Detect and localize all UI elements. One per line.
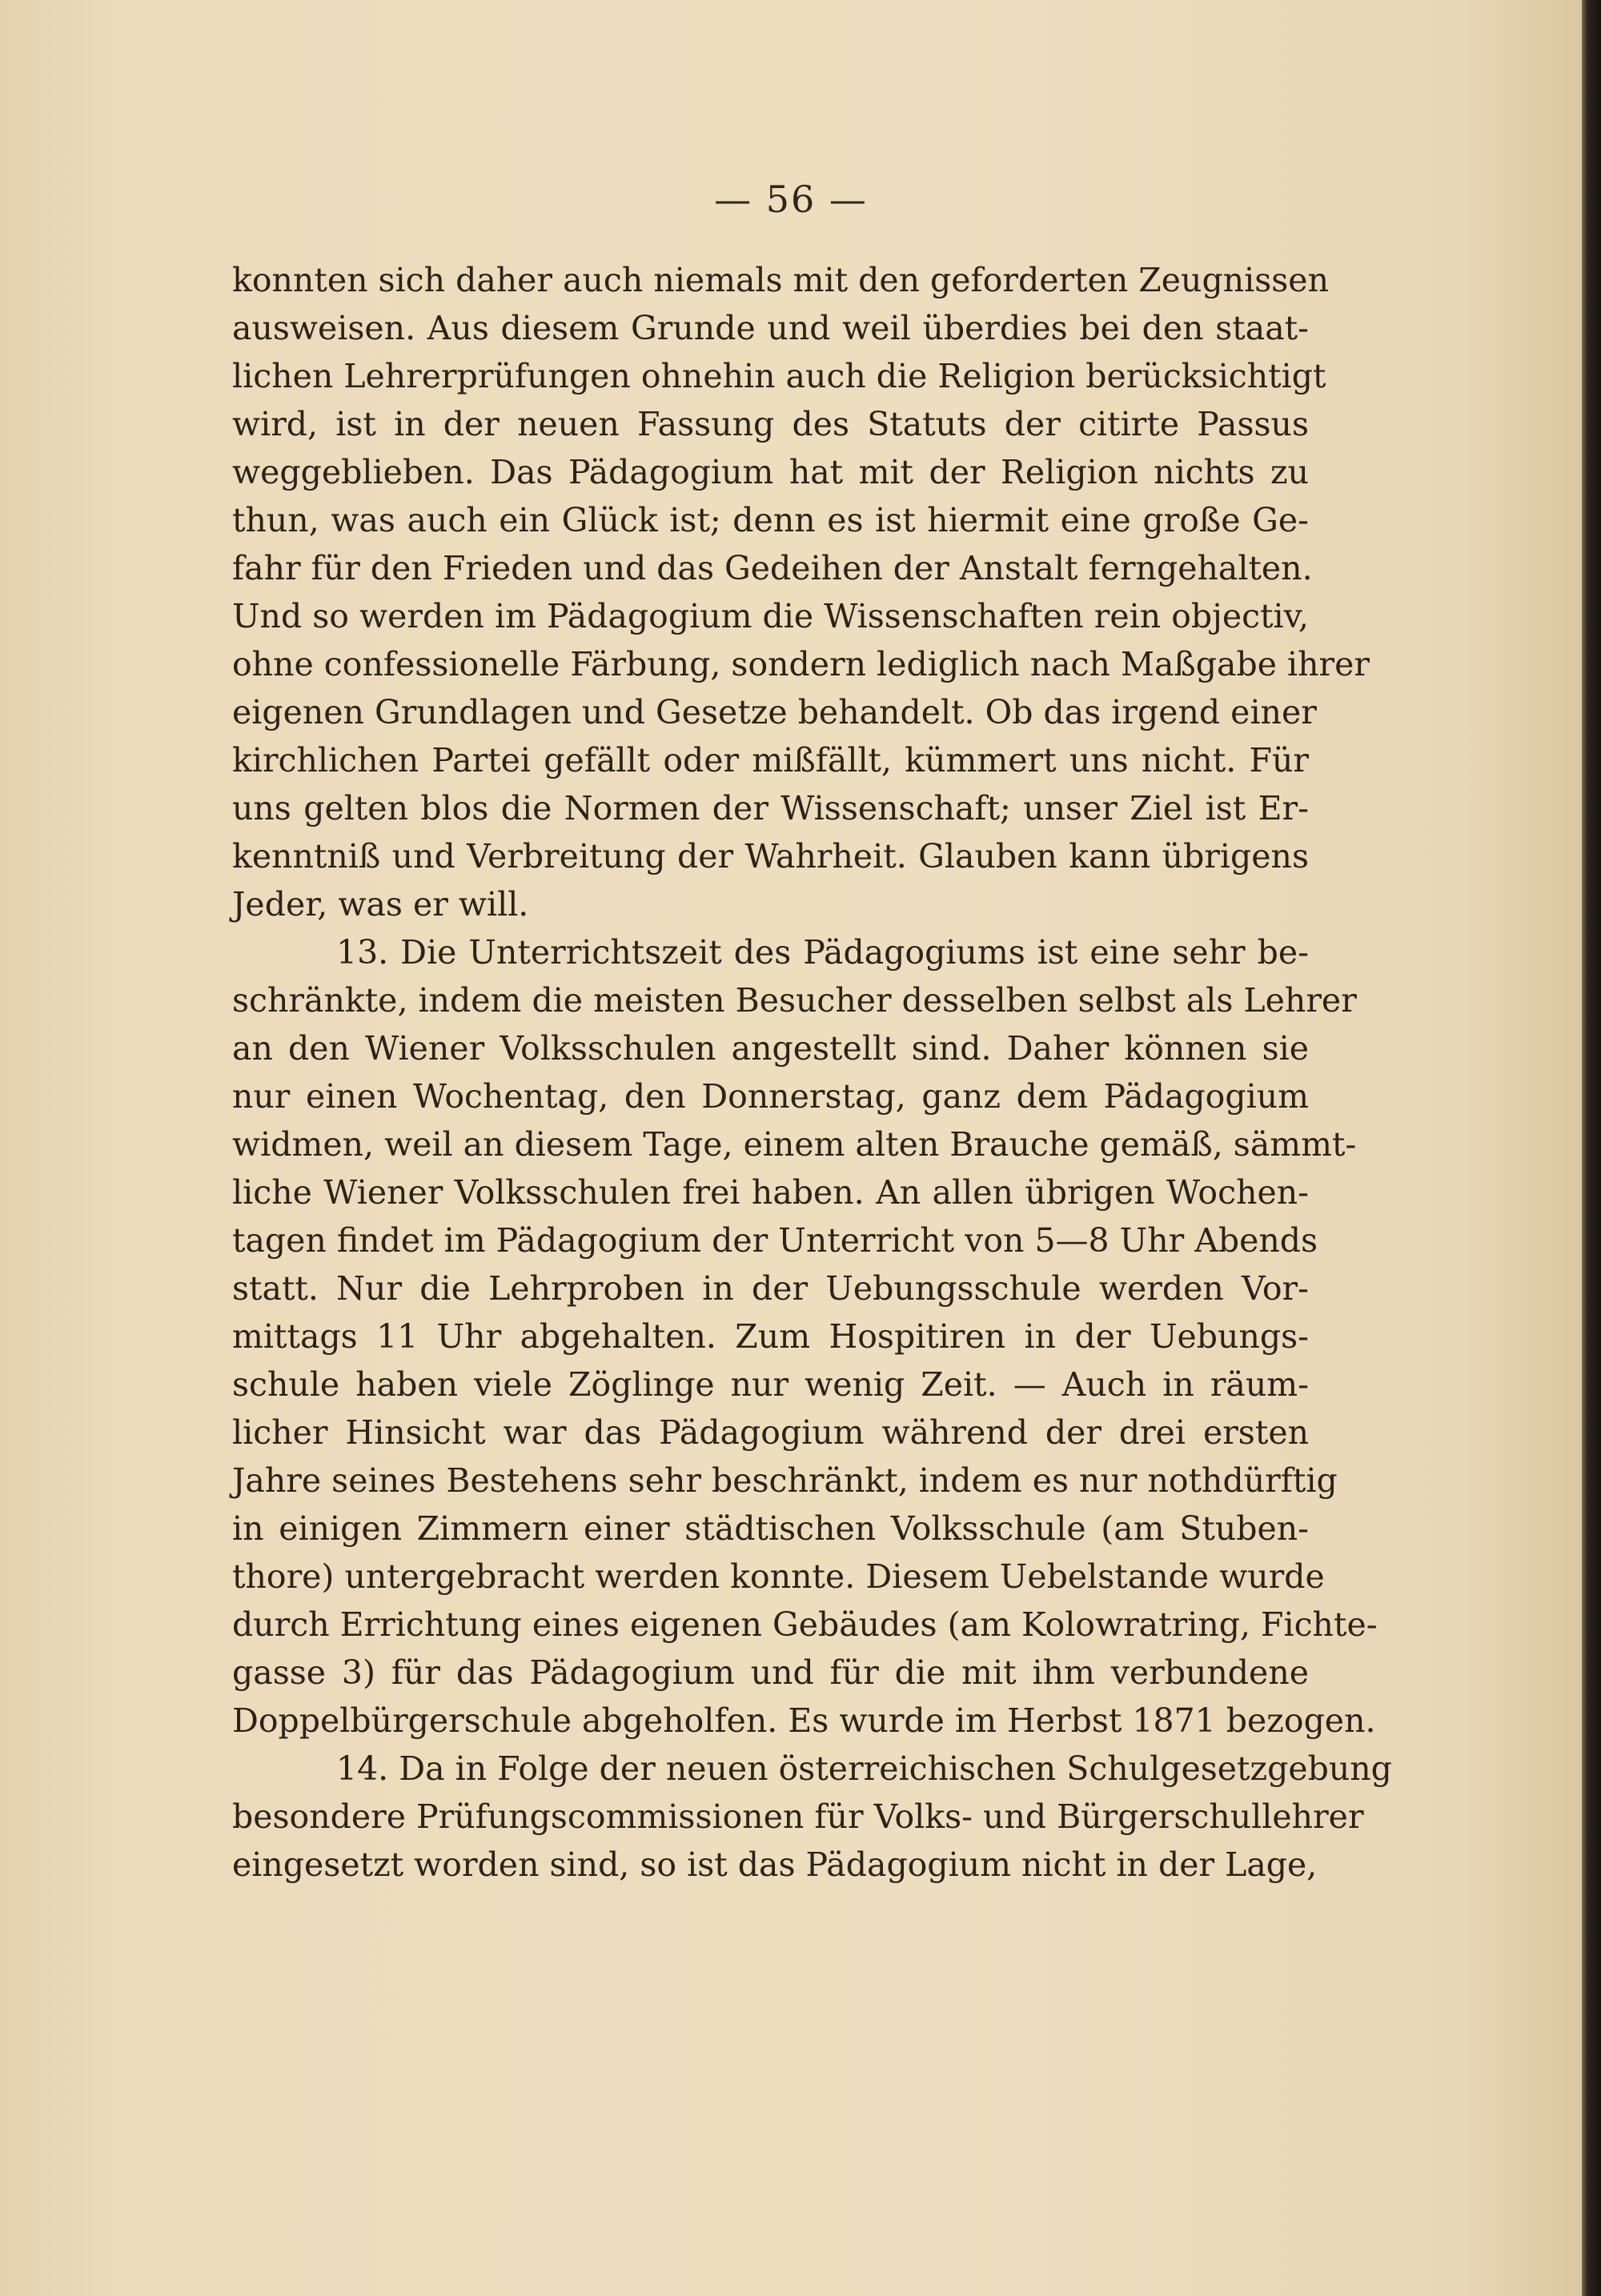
page-number-header: — 56 — bbox=[714, 178, 868, 221]
text-line: Jahre seines Bestehens sehr beschränkt, indem es nur nothdürftig bbox=[232, 1461, 1338, 1500]
text-line: durch Errichtung eines eigenen Gebäudes (am Kolowratring, Fichte- bbox=[232, 1605, 1378, 1644]
text-line: weggeblieben. Das Pädagogium hat mit der Religion nichts zu bbox=[232, 453, 1309, 491]
text-line: in einigen Zimmern einer städtischen Volksschule (am Stuben- bbox=[232, 1509, 1309, 1548]
text-line: schränkte, indem die meisten Besucher desselben selbst als Lehrer bbox=[232, 981, 1357, 1020]
text-line: nur einen Wochentag, den Donnerstag, ganz dem Pädagogium bbox=[232, 1077, 1309, 1116]
text-line: eingesetzt worden sind, so ist das Pädagogium nicht in der Lage, bbox=[232, 1845, 1318, 1884]
text-line: lichen Lehrerprüfungen ohnehin auch die Religion berücksichtigt bbox=[232, 357, 1326, 395]
text-line: wird, ist in der neuen Fassung des Statuts der citirte Passus bbox=[232, 405, 1309, 443]
text-line: uns gelten blos die Normen der Wissenschaft; unser Ziel ist Er- bbox=[232, 789, 1309, 827]
text-line: tagen findet im Pädagogium der Unterricht von 5—8 Uhr Abends bbox=[232, 1221, 1318, 1260]
text-line: mittags 11 Uhr abgehalten. Zum Hospitiren in der Uebungs- bbox=[232, 1317, 1309, 1356]
text-line: eigenen Grundlagen und Gesetze behandelt. Ob das irgend einer bbox=[232, 693, 1317, 731]
text-line: ausweisen. Aus diesem Grunde und weil überdies bei den staat- bbox=[232, 309, 1309, 347]
text-line: fahr für den Frieden und das Gedeihen der Anstalt ferngehalten. bbox=[232, 549, 1313, 587]
text-line: an den Wiener Volksschulen angestellt sind. Daher können sie bbox=[232, 1029, 1309, 1068]
text-line: konnten sich daher auch niemals mit den geforderten Zeugnissen bbox=[232, 261, 1329, 299]
text-line: kenntniß und Verbreitung der Wahrheit. Glauben kann übrigens bbox=[232, 837, 1309, 876]
text-line: Jeder, was er will. bbox=[232, 885, 529, 924]
text-line: besondere Prüfungscommissionen für Volks- und Bürgerschullehrer bbox=[232, 1797, 1364, 1836]
text-line: gasse 3) für das Pädagogium und für die mit ihm verbundene bbox=[232, 1653, 1309, 1692]
text-line: thore) untergebracht werden konnte. Diesem Uebelstande wurde bbox=[232, 1557, 1325, 1596]
text-line: licher Hinsicht war das Pädagogium während der drei ersten bbox=[232, 1413, 1309, 1452]
text-line: Und so werden im Pädagogium die Wissenschaften rein objectiv, bbox=[232, 597, 1309, 635]
text-line: widmen, weil an diesem Tage, einem alten Brauche gemäß, sämmt- bbox=[232, 1125, 1357, 1164]
paragraph-13-start: 13. Die Unterrichtszeit des Pädagogiums ist eine sehr be- bbox=[336, 933, 1309, 972]
text-line: Doppelbürgerschule abgeholfen. Es wurde im Herbst 1871 bezogen. bbox=[232, 1701, 1376, 1740]
text-line: statt. Nur die Lehrproben in der Uebungsschule werden Vor- bbox=[232, 1269, 1309, 1308]
text-line: schule haben viele Zöglinge nur wenig Zeit. — Auch in räum- bbox=[232, 1365, 1309, 1404]
text-line: ohne confessionelle Färbung, sondern lediglich nach Maßgabe ihrer bbox=[232, 645, 1370, 683]
paragraph-14-start: 14. Da in Folge der neuen österreichischen Schulgesetzgebung bbox=[336, 1749, 1392, 1788]
text-line: kirchlichen Partei gefällt oder mißfällt, kümmert uns nicht. Für bbox=[232, 741, 1309, 779]
text-line: liche Wiener Volksschulen frei haben. An allen übrigen Wochen- bbox=[232, 1173, 1309, 1212]
text-line: thun, was auch ein Glück ist; denn es ist hiermit eine große Ge- bbox=[232, 501, 1309, 539]
page-edge-shadow bbox=[1582, 0, 1601, 2296]
